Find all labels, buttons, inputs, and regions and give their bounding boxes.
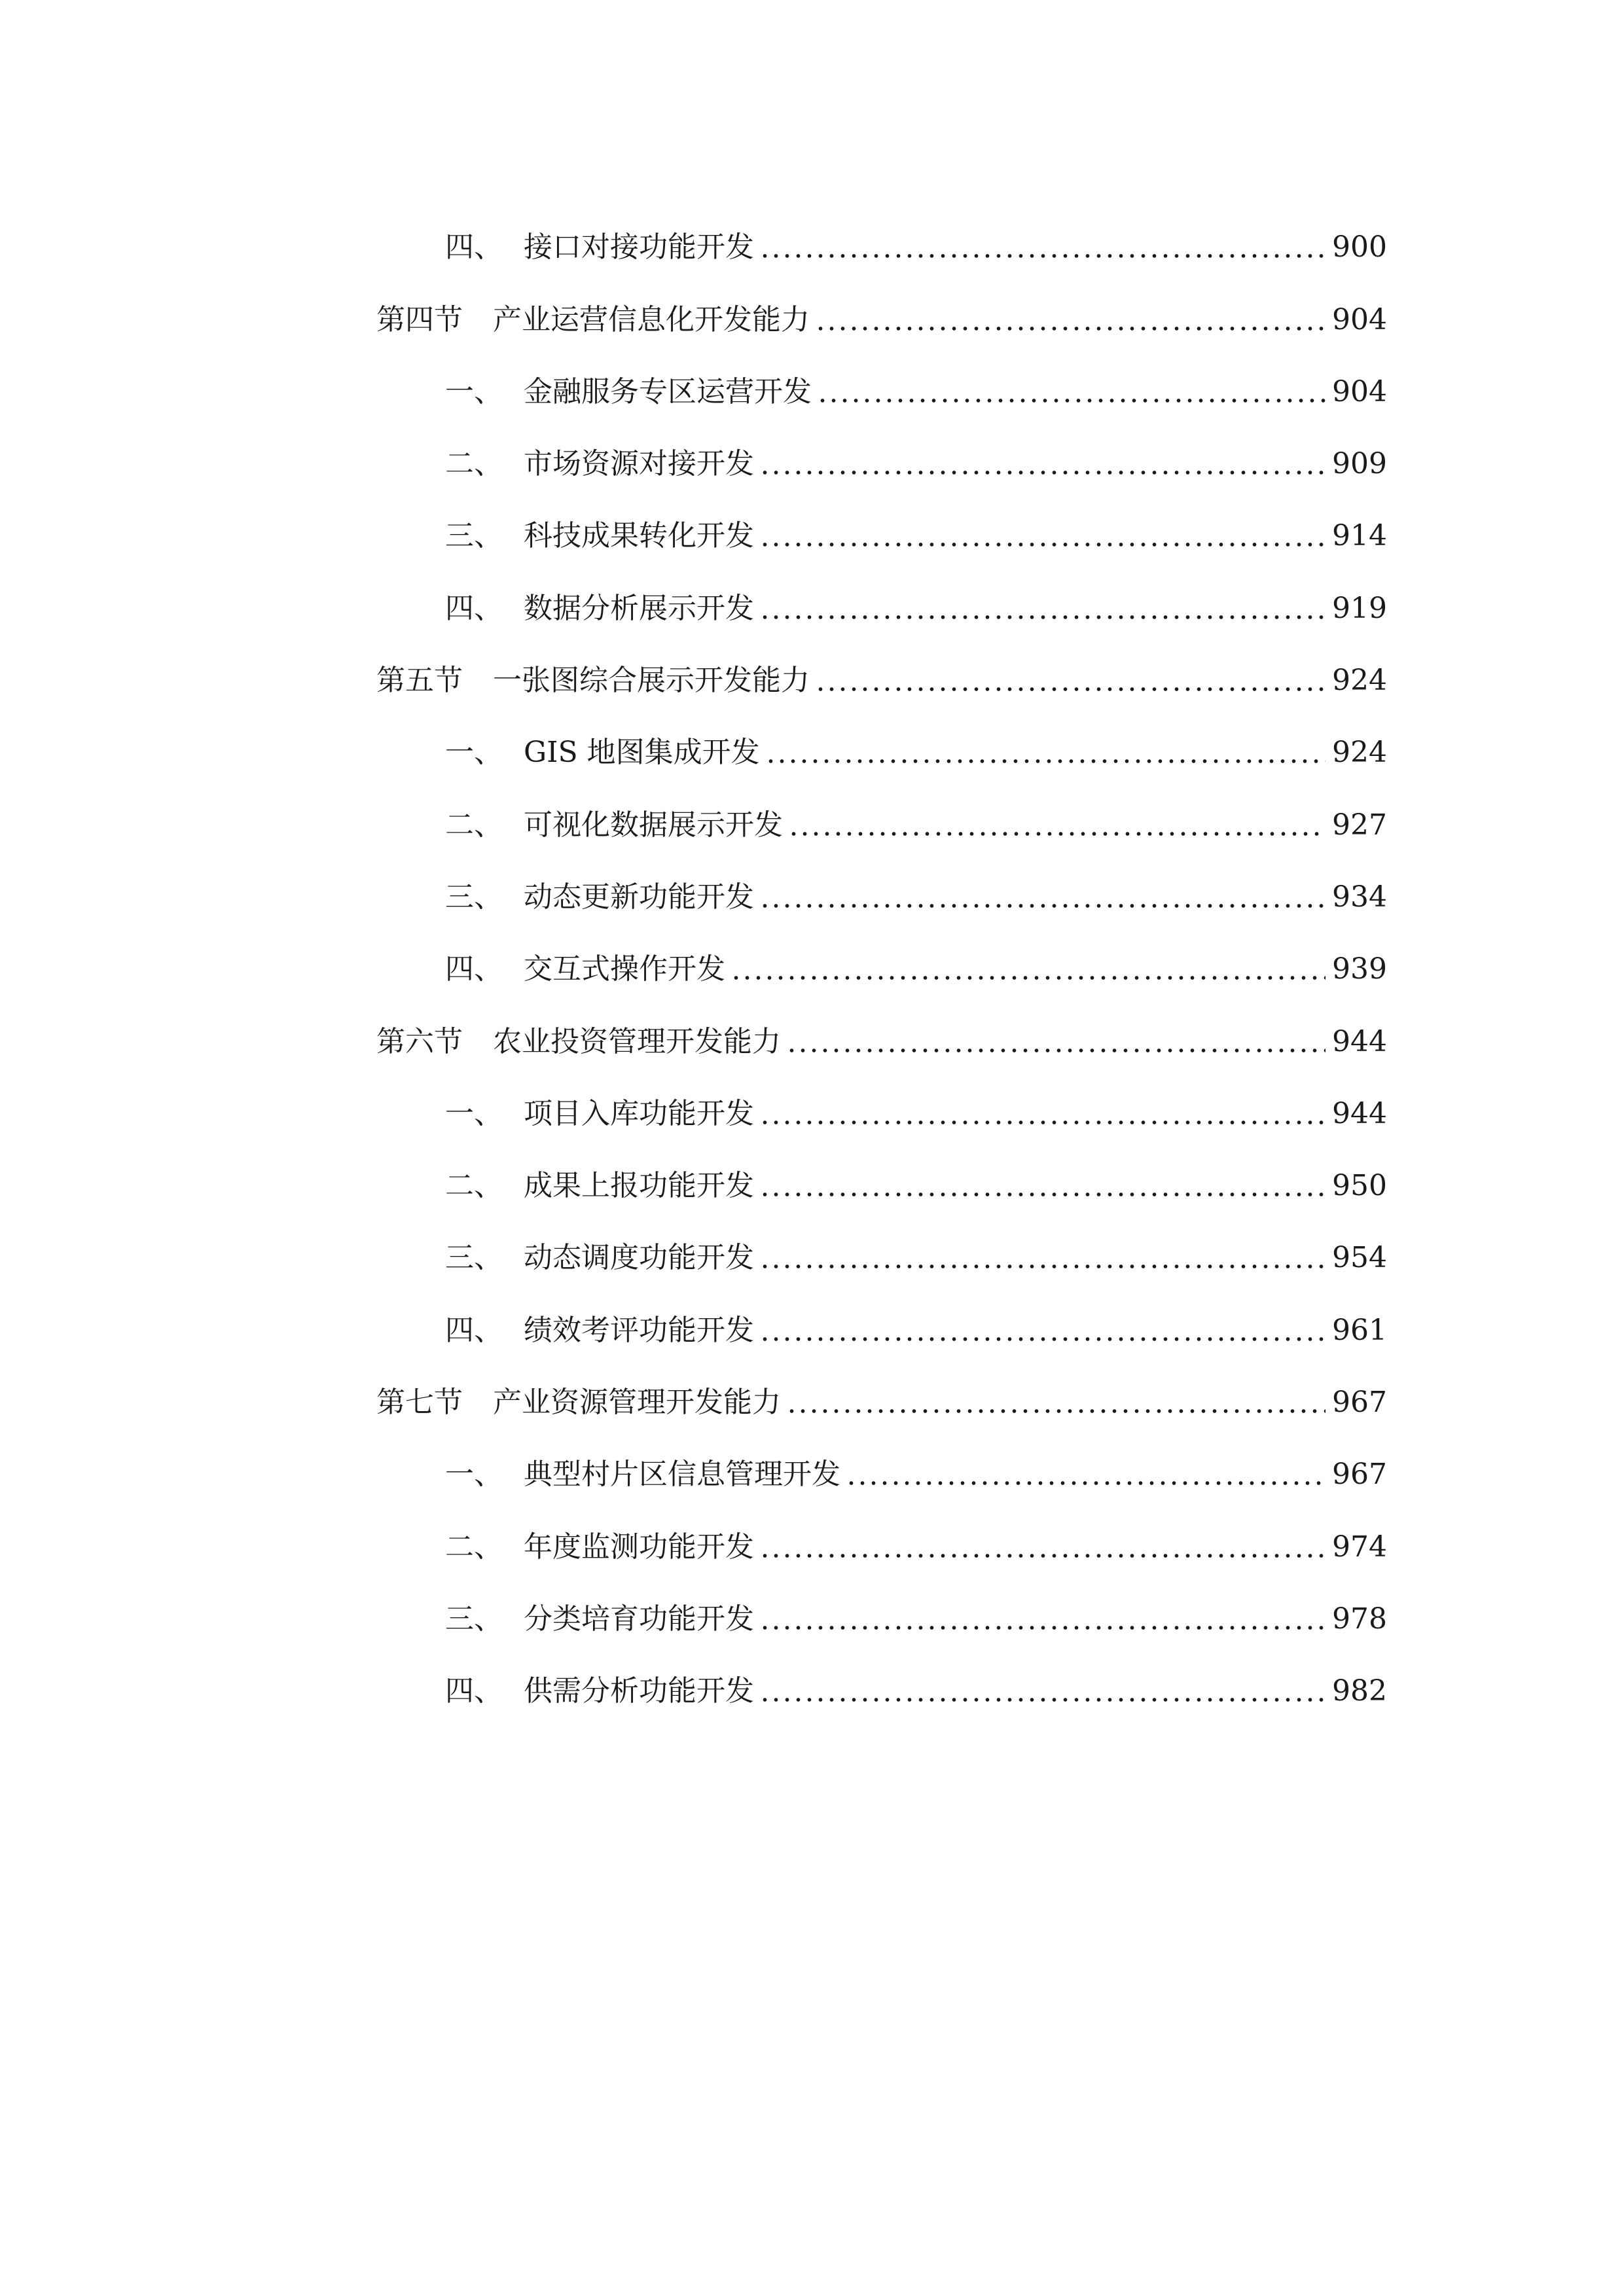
toc-subsection-entry[interactable] <box>376 708 1387 780</box>
toc-entry-number: 三、 <box>445 1241 503 1275</box>
toc-entry-number: 一、 <box>445 1096 503 1130</box>
toc-dot-leader <box>788 829 1326 838</box>
toc-entry-title: 成果上报功能开发 <box>524 1169 754 1203</box>
toc-dot-leader <box>759 1695 1326 1704</box>
toc-dot-leader <box>759 1190 1326 1199</box>
toc-section-entry[interactable] <box>376 275 1387 347</box>
toc-entry-page-number: 939 <box>1332 952 1387 986</box>
toc-dot-leader <box>759 613 1326 622</box>
toc-entry-title: 供需分析功能开发 <box>524 1674 754 1708</box>
toc-section-entry[interactable] <box>376 1358 1387 1430</box>
toc-entry-title: 数据分析展示开发 <box>524 591 754 625</box>
toc-dot-leader <box>817 396 1326 405</box>
toc-entry-number: 第五节 <box>376 664 463 698</box>
toc-entry-title: 金融服务专区运营开发 <box>524 374 812 408</box>
toc-entry-number: 三、 <box>445 880 503 914</box>
toc-entry-number: 一、 <box>445 1458 503 1492</box>
toc-dot-leader <box>759 1623 1326 1632</box>
toc-entry-number: 四、 <box>445 1674 503 1708</box>
toc-entry-number: 一、 <box>445 374 503 408</box>
toc-entry-page-number: 924 <box>1332 736 1387 770</box>
toc-dot-leader <box>765 757 1326 766</box>
toc-entry-page-number: 927 <box>1332 808 1387 842</box>
toc-entry-number: 四、 <box>445 230 503 264</box>
toc-entry-page-number: 978 <box>1332 1602 1387 1636</box>
toc-entry-page-number: 909 <box>1332 447 1387 481</box>
toc-subsection-entry[interactable] <box>376 1285 1387 1357</box>
toc-entry-page-number: 950 <box>1332 1169 1387 1203</box>
toc-dot-leader <box>759 1335 1326 1344</box>
toc-entry-title: 可视化数据展示开发 <box>524 808 783 842</box>
toc-entry-number: 三、 <box>445 519 503 553</box>
toc-subsection-entry[interactable] <box>376 1069 1387 1141</box>
toc-subsection-entry[interactable] <box>376 1213 1387 1285</box>
toc-entry-page-number: 967 <box>1332 1386 1387 1420</box>
toc-dot-leader <box>759 1551 1326 1560</box>
toc-subsection-entry[interactable] <box>376 780 1387 852</box>
toc-entry-page-number: 934 <box>1332 880 1387 914</box>
toc-entry-page-number: 904 <box>1332 374 1387 408</box>
toc-entry-title: 动态调度功能开发 <box>524 1241 754 1275</box>
toc-dot-leader <box>759 1262 1326 1271</box>
toc-entry-number: 第七节 <box>376 1386 463 1420</box>
toc-entry-page-number: 982 <box>1332 1674 1387 1708</box>
toc-entry-page-number: 919 <box>1332 591 1387 625</box>
toc-dot-leader <box>759 901 1326 910</box>
toc-dot-leader <box>846 1479 1326 1488</box>
toc-entry-title: 一张图综合展示开发能力 <box>493 664 810 698</box>
toc-dot-leader <box>731 973 1326 982</box>
toc-subsection-entry[interactable] <box>376 564 1387 636</box>
toc-dot-leader <box>759 1118 1326 1127</box>
toc-subsection-entry[interactable] <box>376 1141 1387 1213</box>
toc-entry-page-number: 900 <box>1332 230 1387 264</box>
toc-entry-page-number: 924 <box>1332 664 1387 698</box>
toc-dot-leader <box>786 1046 1326 1055</box>
toc-entry-number: 第四节 <box>376 302 463 336</box>
toc-entry-title: 年度监测功能开发 <box>524 1530 754 1564</box>
toc-entry-title: 产业运营信息化开发能力 <box>493 302 810 336</box>
toc-entry-page-number: 961 <box>1332 1313 1387 1347</box>
toc-entry-number: 第六节 <box>376 1024 463 1058</box>
toc-entry-page-number: 944 <box>1332 1096 1387 1130</box>
toc-entry-number: 四、 <box>445 1313 503 1347</box>
toc-entry-number: 一、 <box>445 736 503 770</box>
toc-entry-title: 接口对接功能开发 <box>524 230 754 264</box>
toc-entry-page-number: 967 <box>1332 1458 1387 1492</box>
toc-entry-title: 市场资源对接开发 <box>524 447 754 481</box>
toc-dot-leader <box>759 468 1326 477</box>
toc-subsection-entry[interactable] <box>376 1430 1387 1502</box>
toc-subsection-entry[interactable] <box>376 1575 1387 1647</box>
toc-entry-number: 四、 <box>445 591 503 625</box>
table-of-contents <box>376 203 1387 1719</box>
toc-entry-page-number: 914 <box>1332 519 1387 553</box>
toc-entry-title: GIS 地图集成开发 <box>524 736 760 770</box>
toc-entry-title: 交互式操作开发 <box>524 952 725 986</box>
toc-entry-number: 二、 <box>445 808 503 842</box>
toc-entry-title: 分类培育功能开发 <box>524 1602 754 1636</box>
toc-entry-title: 科技成果转化开发 <box>524 519 754 553</box>
toc-entry-page-number: 974 <box>1332 1530 1387 1564</box>
toc-subsection-entry[interactable] <box>376 853 1387 925</box>
toc-dot-leader <box>786 1407 1326 1416</box>
toc-entry-title: 农业投资管理开发能力 <box>493 1024 781 1058</box>
toc-entry-number: 二、 <box>445 447 503 481</box>
toc-dot-leader <box>759 251 1326 260</box>
toc-entry-number: 三、 <box>445 1602 503 1636</box>
toc-entry-page-number: 904 <box>1332 302 1387 336</box>
toc-section-entry[interactable] <box>376 636 1387 708</box>
toc-section-entry[interactable] <box>376 997 1387 1069</box>
toc-entry-title: 产业资源管理开发能力 <box>493 1386 781 1420</box>
toc-entry-number: 二、 <box>445 1169 503 1203</box>
toc-subsection-entry[interactable] <box>376 420 1387 492</box>
toc-entry-number: 四、 <box>445 952 503 986</box>
toc-subsection-entry[interactable] <box>376 1647 1387 1719</box>
toc-entry-page-number: 954 <box>1332 1241 1387 1275</box>
toc-entry-number: 二、 <box>445 1530 503 1564</box>
toc-dot-leader <box>815 685 1326 694</box>
toc-dot-leader <box>815 324 1326 333</box>
toc-entry-page-number: 944 <box>1332 1024 1387 1058</box>
toc-subsection-entry[interactable] <box>376 925 1387 997</box>
toc-subsection-entry[interactable] <box>376 492 1387 564</box>
toc-entry-title: 项目入库功能开发 <box>524 1096 754 1130</box>
toc-subsection-entry[interactable] <box>376 348 1387 420</box>
toc-subsection-entry[interactable] <box>376 1502 1387 1574</box>
toc-entry-title: 典型村片区信息管理开发 <box>524 1458 840 1492</box>
toc-entry-title: 动态更新功能开发 <box>524 880 754 914</box>
toc-dot-leader <box>759 540 1326 549</box>
toc-subsection-entry[interactable] <box>376 203 1387 275</box>
toc-entry-title: 绩效考评功能开发 <box>524 1313 754 1347</box>
